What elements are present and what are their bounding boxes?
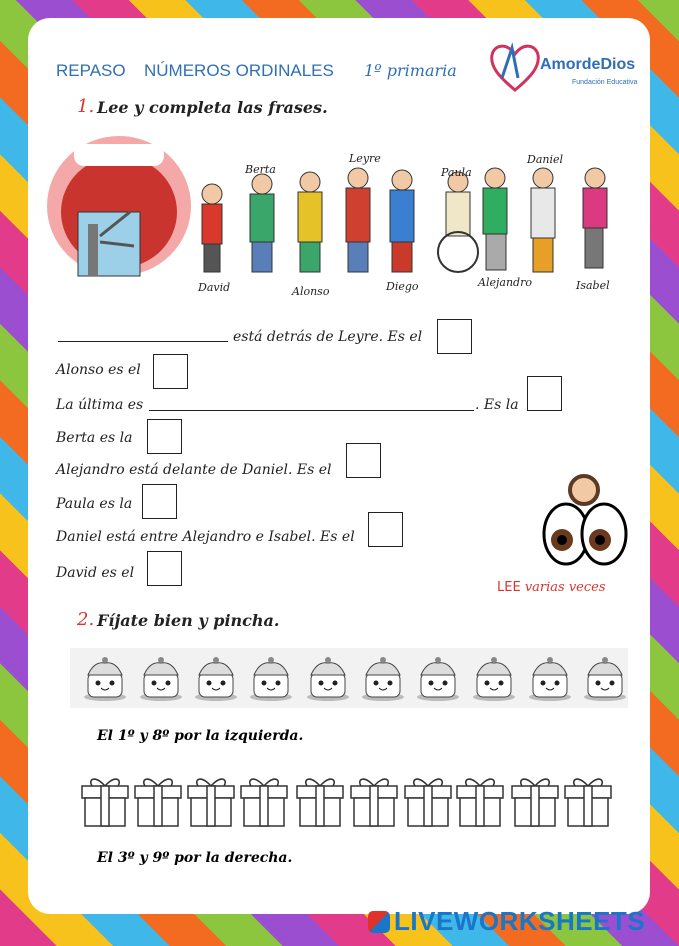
logo-brand: AmordeDios	[540, 56, 636, 73]
cake-item-6[interactable]	[360, 655, 406, 701]
answer-box-1[interactable]	[437, 319, 472, 354]
name-label-david: David	[198, 281, 231, 294]
answer-box-7[interactable]	[368, 512, 403, 547]
sentence-7: Daniel está entre Alejandro e Isabel. Es el	[56, 529, 355, 545]
gift-item-2[interactable]	[133, 772, 183, 828]
name-label-isabel: Isabel	[576, 279, 610, 292]
name-label-diego: Diego	[386, 280, 419, 293]
cake-item-7[interactable]	[415, 655, 461, 701]
liveworksheets-logo	[368, 906, 645, 937]
ex2-row2-text: El 3º y 9º por la derecha.	[97, 850, 293, 866]
cake-item-10[interactable]	[582, 655, 628, 701]
gift-item-5[interactable]	[295, 772, 345, 828]
heart-logo-icon	[488, 38, 542, 96]
sentence-5: Alejandro está delante de Daniel. Es el	[56, 462, 332, 478]
ex2-row1-text: El 1º y 8º por la izquierda.	[97, 728, 304, 744]
sentence-3-end: . Es la	[475, 397, 519, 413]
cake-item-1[interactable]	[82, 655, 128, 701]
header-grade: 1º primaria	[364, 61, 457, 80]
gift-item-7[interactable]	[403, 772, 453, 828]
ex1-instruction: Lee y completa las frases.	[97, 98, 328, 117]
answer-box-3[interactable]	[527, 376, 562, 411]
ex2-number: 2.	[77, 609, 95, 630]
cake-item-5[interactable]	[305, 655, 351, 701]
gift-item-6[interactable]	[349, 772, 399, 828]
gift-item-9[interactable]	[510, 772, 560, 828]
cake-item-3[interactable]	[193, 655, 239, 701]
name-label-paula: Paula	[441, 166, 472, 179]
cake-item-8[interactable]	[471, 655, 517, 701]
answer-box-5[interactable]	[346, 443, 381, 478]
gift-item-3[interactable]	[186, 772, 236, 828]
sentence-8: David es el	[56, 565, 135, 581]
footer-brand: LIVEWORKSHEETS	[394, 906, 646, 936]
answer-box-4[interactable]	[147, 419, 182, 454]
logo-subtitle: Fundación Educativa	[572, 79, 638, 86]
sentence-3: La última es	[56, 397, 144, 413]
reminder-lee: LEE	[497, 580, 521, 595]
ex1-number: 1.	[77, 96, 95, 117]
gift-item-1[interactable]	[80, 772, 130, 828]
answer-box-2[interactable]	[153, 354, 188, 389]
sentence-4: Berta es la	[56, 430, 133, 446]
header-title: NÚMEROS ORDINALES	[144, 61, 334, 80]
eyes-girl-illustration	[538, 470, 630, 570]
answer-box-8[interactable]	[147, 551, 182, 586]
gift-item-8[interactable]	[455, 772, 505, 828]
answer-blank-1[interactable]	[58, 341, 228, 342]
name-label-leyre: Leyre	[349, 152, 381, 165]
name-label-alejandro: Alejandro	[478, 276, 532, 289]
name-label-alonso: Alonso	[292, 285, 330, 298]
answer-box-6[interactable]	[142, 484, 177, 519]
header-title-left: REPASO	[56, 61, 126, 80]
ex2-instruction: Fíjate bien y pincha.	[97, 611, 280, 630]
open-mouth-illustration	[44, 132, 194, 280]
amordedios-logo	[488, 38, 638, 96]
gift-item-10[interactable]	[563, 772, 613, 828]
sentence-2: Alonso es el	[56, 362, 141, 378]
cake-item-4[interactable]	[248, 655, 294, 701]
gift-item-4[interactable]	[239, 772, 289, 828]
reminder-rest: varias veces	[524, 580, 606, 595]
read-reminder	[497, 580, 606, 595]
sentence-6: Paula es la	[56, 496, 133, 512]
cake-item-9[interactable]	[527, 655, 573, 701]
cake-item-2[interactable]	[138, 655, 184, 701]
name-label-berta: Berta	[245, 163, 276, 176]
name-label-daniel: Daniel	[527, 153, 564, 166]
sentence-1: está detrás de Leyre. Es el	[233, 329, 423, 345]
liveworksheets-icon	[368, 911, 390, 933]
answer-blank-3[interactable]	[149, 410, 474, 411]
